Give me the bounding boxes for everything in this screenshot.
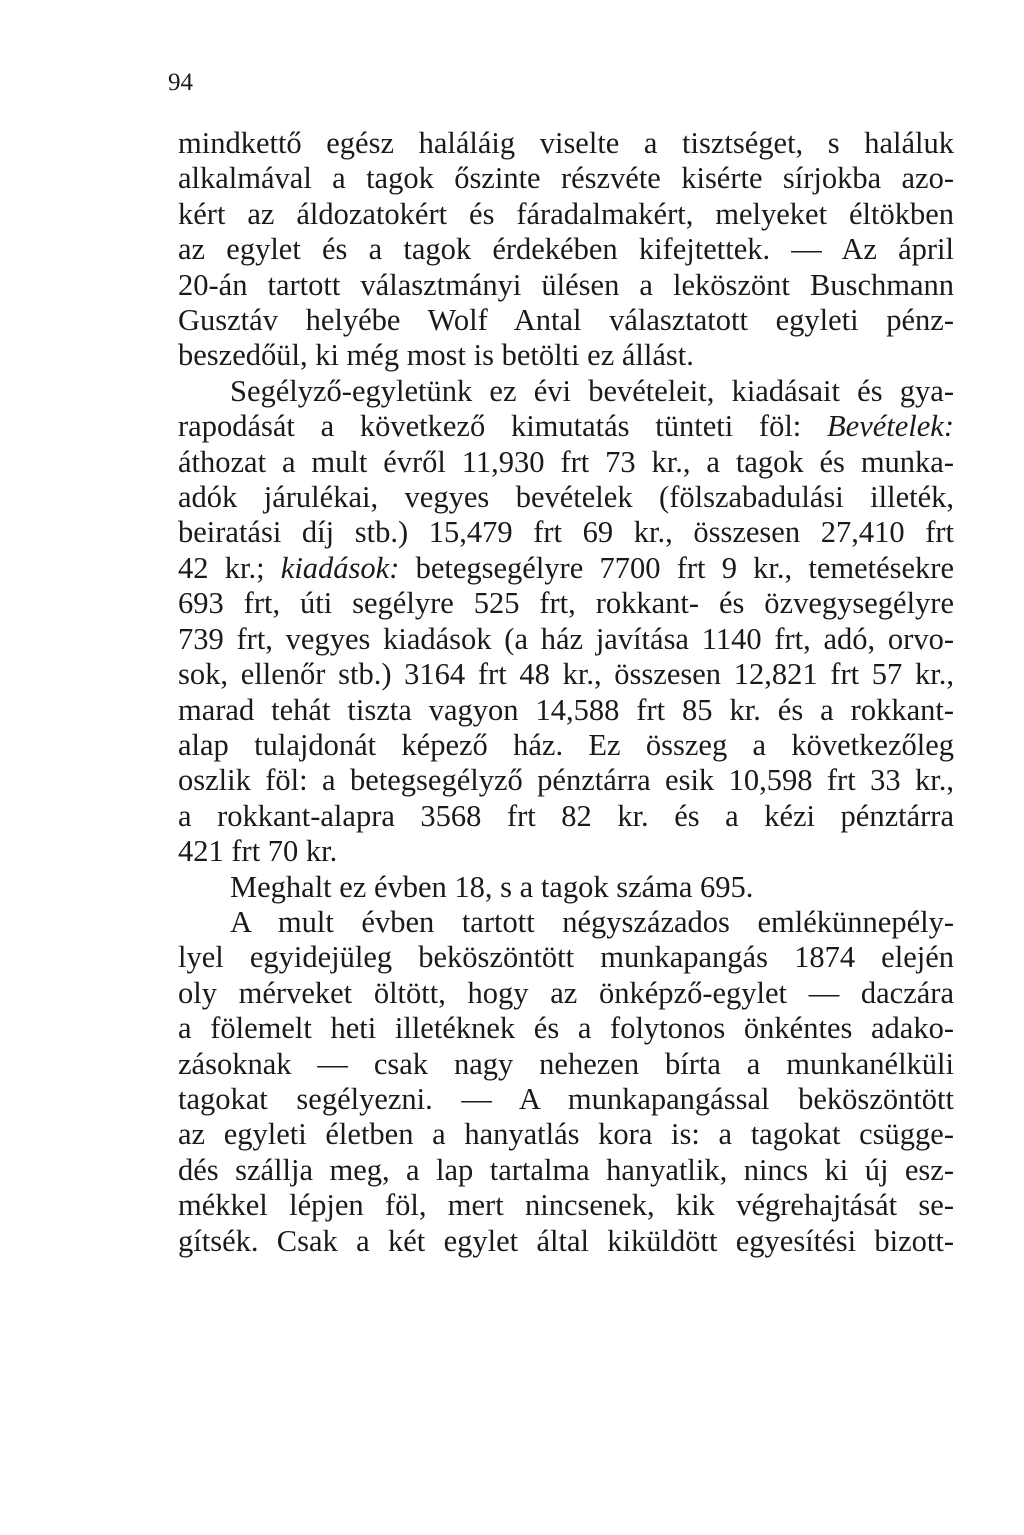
paragraph-2 xyxy=(178,374,954,870)
text-line: a rokkant-alapra 3568 frt 82 kr. és a kézi pénztárra xyxy=(178,798,954,833)
text-line: alap tulajdonát képező ház. Ez összeg a következőleg xyxy=(178,727,954,762)
text-line: zásoknak — csak nagy nehezen bírta a munkanélküli xyxy=(178,1046,954,1081)
body-text xyxy=(178,126,954,1259)
text-line: A mult évben tartott négyszázados emlékünnepély- xyxy=(230,904,954,939)
text-line: Gusztáv helyébe Wolf Antal választatott egyleti pénz- xyxy=(178,303,954,338)
text-line: 739 frt, vegyes kiadások (a ház javítása 1140 frt, adó, orvo- xyxy=(178,621,954,656)
text-line: mindkettő egész haláláig viselte a tisztséget, s haláluk xyxy=(178,126,954,160)
text-line: 421 frt 70 kr. xyxy=(178,834,338,869)
text-line: adók járulékai, vegyes bevételek (fölszabadulási illeték, xyxy=(178,480,954,515)
text-line: mékkel lépjen föl, mert nincsenek, kik végrehajtását se- xyxy=(178,1188,954,1223)
text-line: 20-án tartott választmányi ülésen a leköszönt Buschmann xyxy=(178,267,954,302)
italic-heading-income: Bevételek: xyxy=(827,409,954,444)
text-line: a fölemelt heti illetéknek és a folytonos önkéntes adako- xyxy=(178,1011,954,1046)
paragraph-3 xyxy=(178,870,954,905)
text-line: lyel egyidejüleg beköszöntött munkapangás 1874 elején xyxy=(178,940,954,975)
text-line: Segélyző-egyletünk ez évi bevételeit, kiadásait és gya- xyxy=(230,373,954,408)
text-line xyxy=(178,409,954,444)
paragraph-4 xyxy=(178,905,954,1259)
text-line: az egylet és a tagok érdekében kifejtettek. — Az ápril xyxy=(178,232,954,267)
text-line: beiratási díj stb.) 15,479 frt 69 kr., összesen 27,410 frt xyxy=(178,515,954,550)
text-line: kért az áldozatokért és fáradalmakért, melyeket éltökben xyxy=(178,196,954,231)
text-line: 693 frt, úti segélyre 525 frt, rokkant- és özvegysegélyre xyxy=(178,586,954,621)
text-line: az egyleti életben a hanyatlás kora is: a tagokat csügge- xyxy=(178,1117,954,1152)
paragraph-1 xyxy=(178,126,954,374)
text-line: sok, ellenőr stb.) 3164 frt 48 kr., összesen 12,821 frt 57 kr., xyxy=(178,657,954,692)
page-number: 94 xyxy=(168,69,193,96)
text-line: marad tehát tiszta vagyon 14,588 frt 85 kr. és a rokkant- xyxy=(178,692,954,727)
text-run: 42 kr.; xyxy=(178,550,281,585)
text-line xyxy=(178,551,954,586)
text-line: beszedőül, ki még most is betölti ez állást. xyxy=(178,338,694,373)
text-line: Meghalt ez évben 18, s a tagok száma 695. xyxy=(230,869,754,904)
text-line: gítsék. Csak a két egylet által kiküldött egyesítési bizott- xyxy=(178,1223,954,1258)
text-line: tagokat segélyezni. — A munkapangással beköszöntött xyxy=(178,1081,954,1116)
text-line: oly mérveket öltött, hogy az önképző-egylet — daczára xyxy=(178,975,954,1010)
text-line: oszlik föl: a betegsegélyző pénztárra esik 10,598 frt 33 kr., xyxy=(178,763,954,798)
italic-heading-expenses: kiadások: xyxy=(280,550,400,585)
text-line: áthozat a mult évről 11,930 frt 73 kr., a tagok és munka- xyxy=(178,444,954,479)
text-run: rapodását a következő kimutatás tünteti föl: xyxy=(178,409,828,444)
text-line: dés szállja meg, a lap tartalma hanyatlik, nincs ki új esz- xyxy=(178,1152,954,1187)
text-line: alkalmával a tagok őszinte részvéte kisérte sírjokba azo- xyxy=(178,161,954,196)
text-run: betegsegélyre 7700 frt 9 kr., temetésekre xyxy=(399,550,955,585)
